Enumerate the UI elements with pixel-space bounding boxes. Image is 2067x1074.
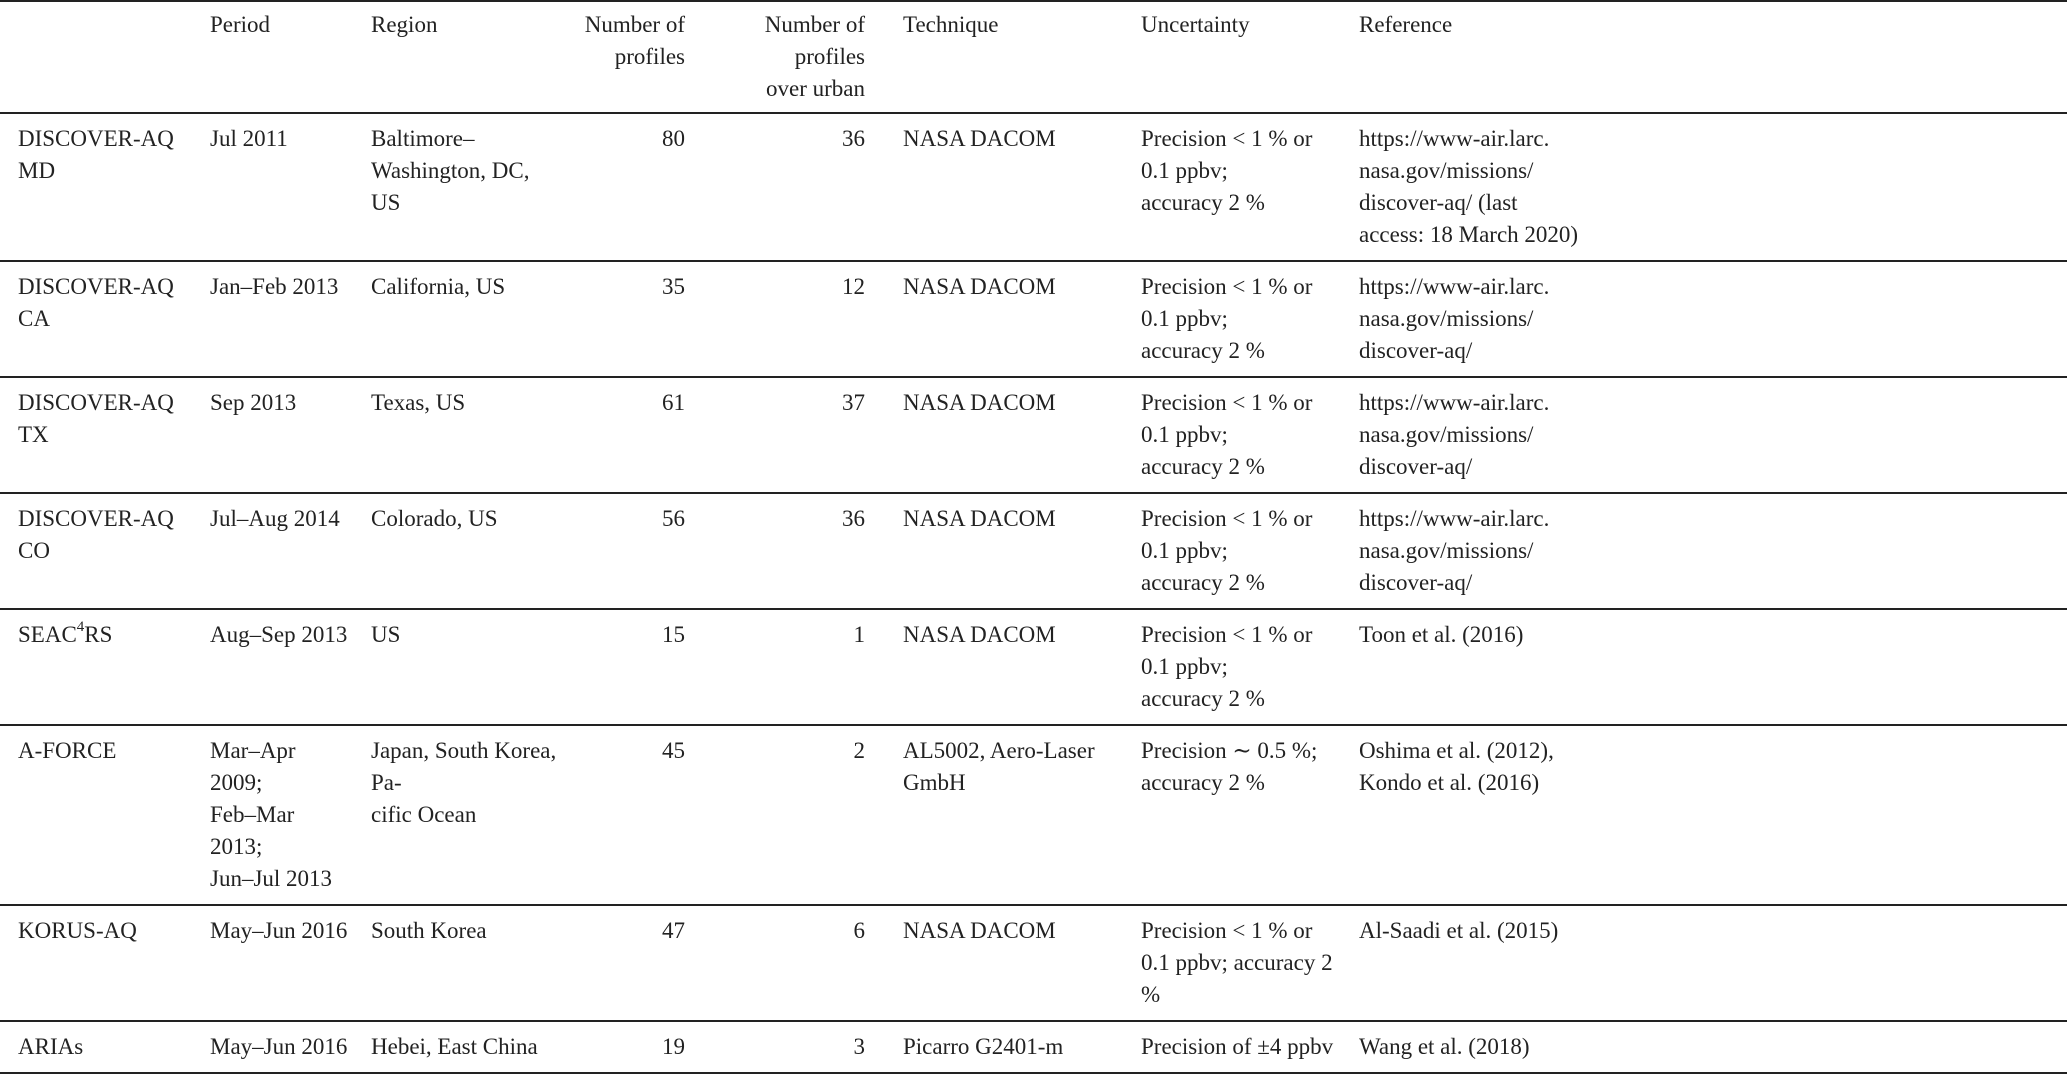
header-urban-profiles: Number of profiles over urban [764,12,865,101]
cell-profiles: 61 [662,390,685,415]
cell-uncertainty: Precision < 1 % or 0.1 ppbv; accuracy 2 % [1141,390,1313,479]
cell-technique: NASA DACOM [903,126,1056,151]
cell-reference: Toon et al. (2016) [1359,622,1524,647]
cell-reference: Oshima et al. (2012), Kondo et al. (2016) [1359,738,1554,795]
cell-profiles: 56 [662,506,685,531]
header-region: Region [371,12,438,37]
cell-urban: 36 [842,126,865,151]
cell-technique: NASA DACOM [903,274,1056,299]
cell-period: Aug–Sep 2013 [210,622,348,647]
cell-technique: NASA DACOM [903,622,1056,647]
cell-region: Japan, South Korea, Pa- cific Ocean [371,738,557,827]
cell-reference: Wang et al. (2018) [1359,1034,1530,1059]
table-row [0,377,2067,493]
cell-reference: https://www-air.larc. nasa.gov/missions/ discover-aq/ [1359,390,1550,479]
cell-urban: 2 [853,738,865,763]
cell-urban: 3 [853,1034,865,1059]
cell-region: US [371,622,401,647]
cell-region: Texas, US [371,390,466,415]
cell-urban: 36 [842,506,865,531]
table-row [0,609,2067,725]
cell-technique: NASA DACOM [903,506,1056,531]
cell-period: Jul–Aug 2014 [210,506,340,531]
cell-region: South Korea [371,918,487,943]
cell-uncertainty: Precision of ±4 ppbv [1141,1034,1334,1059]
cell-campaign: KORUS-AQ [18,918,137,943]
cell-uncertainty: Precision < 1 % or 0.1 ppbv; accuracy 2 % [1141,622,1313,711]
cell-uncertainty: Precision ∼ 0.5 %; accuracy 2 % [1141,738,1318,795]
table-row [0,493,2067,609]
cell-period: May–Jun 2016 [210,1034,348,1059]
cell-urban: 12 [842,274,865,299]
cell-profiles: 45 [662,738,685,763]
cell-technique: AL5002, Aero-Laser GmbH [903,738,1095,795]
table-header-row [0,1,2067,113]
cell-region: Hebei, East China [371,1034,538,1059]
cell-technique: Picarro G2401-m [903,1034,1064,1059]
cell-campaign: ARIAs [18,1034,84,1059]
cell-urban: 6 [853,918,865,943]
cell-uncertainty: Precision < 1 % or 0.1 ppbv; accuracy 2 % [1141,506,1313,595]
table-row [0,261,2067,377]
table-row [0,725,2067,905]
cell-technique: NASA DACOM [903,390,1056,415]
cell-profiles: 47 [662,918,685,943]
cell-period: May–Jun 2016 [210,918,348,943]
cell-uncertainty: Precision < 1 % or 0.1 ppbv; accuracy 2 % [1141,126,1313,215]
header-period: Period [210,12,271,37]
cell-profiles: 80 [662,126,685,151]
header-campaign [0,1,200,113]
cell-period: Jul 2011 [210,126,288,151]
header-uncertainty: Uncertainty [1141,12,1250,37]
campaign-superscript: 4 [76,619,85,636]
cell-urban: 1 [853,622,865,647]
header-profiles: Number of profiles [584,12,685,69]
cell-reference: https://www-air.larc. nasa.gov/missions/ discover-aq/ [1359,506,1550,595]
cell-profiles: 19 [662,1034,685,1059]
cell-profiles: 35 [662,274,685,299]
header-technique: Technique [903,12,999,37]
cell-campaign: DISCOVER-AQ CA [18,274,174,331]
cell-campaign: DISCOVER-AQ TX [18,390,174,447]
cell-campaign: DISCOVER-AQ CO [18,506,174,563]
campaign-name: SEAC [18,622,77,647]
cell-reference: https://www-air.larc. nasa.gov/missions/ discover-aq/ [1359,274,1550,363]
cell-reference: https://www-air.larc. nasa.gov/missions/ discover-aq/ (last access: 18 March 2020) [1359,126,1579,247]
table-row [0,1021,2067,1073]
cell-reference: Al-Saadi et al. (2015) [1359,918,1559,943]
campaign-name-tail: RS [84,622,113,647]
cell-profiles: 15 [662,622,685,647]
table-row [0,113,2067,261]
cell-campaign: DISCOVER-AQ MD [18,126,174,183]
cell-campaign [0,609,200,725]
cell-region: Baltimore– Washington, DC, US [371,126,530,215]
cell-campaign: A-FORCE [18,738,117,763]
cell-region: California, US [371,274,506,299]
cell-period: Jan–Feb 2013 [210,274,339,299]
cell-uncertainty: Precision < 1 % or 0.1 ppbv; accuracy 2 % [1141,918,1333,1007]
cell-region: Colorado, US [371,506,498,531]
cell-urban: 37 [842,390,865,415]
cell-period: Mar–Apr 2009; Feb–Mar 2013; Jun–Jul 2013 [210,738,333,891]
table-row [0,905,2067,1021]
cell-technique: NASA DACOM [903,918,1056,943]
cell-period: Sep 2013 [210,390,297,415]
cell-uncertainty: Precision < 1 % or 0.1 ppbv; accuracy 2 % [1141,274,1313,363]
header-reference: Reference [1359,12,1453,37]
